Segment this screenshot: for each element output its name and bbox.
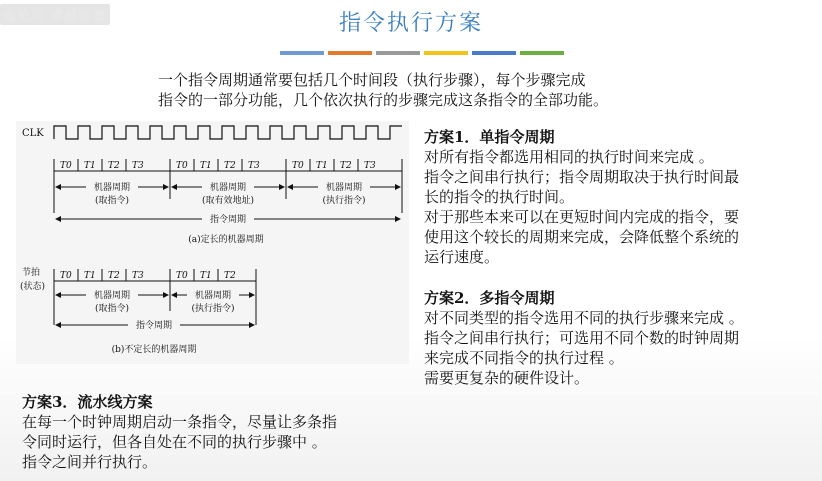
t-label: T1 — [200, 161, 212, 171]
t-label: T2 — [108, 271, 120, 281]
intro-line-1: 一个指令周期通常要包括几个时间段（执行步骤），每个步骤完成 — [158, 71, 586, 89]
title-bar-segment-1 — [280, 51, 324, 55]
intro-line-2: 指令的一部分功能，几个依次执行的步骤完成这条指令的全部功能。 — [158, 91, 609, 109]
scheme-1-heading: 方案1．单指令周期 — [424, 128, 555, 146]
scheme-3-line: 令同时运行，但各自处在不同的执行步骤中 。 — [22, 433, 327, 451]
t-label: T0 — [176, 161, 188, 171]
scheme-2-line: 对不同类型的指令选用不同的执行步骤来完成 。 — [424, 309, 744, 327]
scheme-3-heading: 方案3．流水线方案 — [22, 393, 153, 411]
machine-cycle-label: 机器周期 — [194, 291, 232, 301]
fixed-machine-cycles — [56, 181, 400, 245]
timing-diagram-svg — [16, 121, 409, 364]
variable-diagram — [20, 266, 256, 355]
scheme-1 — [424, 127, 739, 267]
watermark: 查论坛 卓越能量 — [0, 4, 110, 25]
machine-cycle-sub: (取有效地址) — [201, 196, 255, 206]
machine-cycle-label: 机器周期 — [93, 291, 131, 301]
scheme-2-line: 需要更复杂的硬件设计。 — [424, 369, 590, 387]
diagram-caption-b: (b)不定长的机器周期 — [111, 345, 197, 355]
scheme-1-line: 对于那些本来可以在更短时间内完成的指令，要 — [424, 208, 740, 226]
scheme-1-line: 长的指令的执行时间。 — [424, 188, 575, 206]
scheme-1-line: 对所有指令都选用相同的执行时间来完成 。 — [424, 148, 714, 166]
title-bar-segment-3 — [376, 51, 420, 55]
t-label: T2 — [340, 161, 352, 171]
timing-diagram — [16, 121, 409, 364]
scheme-1-line: 指令之间串行执行；指令周期取决于执行时间最 — [424, 168, 740, 186]
scheme-2 — [424, 288, 744, 388]
machine-cycle-sub: (执行指令) — [191, 304, 235, 314]
scheme-1-line: 使用这个较长的周期来完成，会降低整个系统的 — [424, 228, 740, 246]
t-label: T1 — [200, 271, 212, 281]
scheme-3-line: 在每一个时钟周期启动一条指令，尽量让多条指 — [22, 413, 338, 431]
scheme-2-line: 来完成不同指令的执行过程 。 — [424, 349, 624, 367]
scheme-2-heading: 方案2．多指令周期 — [424, 289, 555, 307]
page-title: 指令执行方案 — [338, 11, 483, 36]
title-bar-segment-5 — [472, 51, 516, 55]
t-label: T3 — [132, 271, 144, 281]
t-label: T2 — [224, 271, 236, 281]
t-label: T2 — [108, 161, 120, 171]
machine-cycle-label: 机器周期 — [93, 183, 131, 193]
diagram-caption-a: (a)定长的机器周期 — [188, 235, 264, 245]
t-label: T3 — [132, 161, 144, 171]
t-label: T1 — [84, 271, 96, 281]
clk-waveform — [54, 126, 402, 139]
machine-cycle-label: 机器周期 — [209, 183, 247, 193]
machine-cycle-sub: (取指令) — [94, 304, 130, 314]
t-label: T3 — [248, 161, 260, 171]
scheme-2-line: 指令之间串行执行；可选用不同个数的时钟周期 — [424, 329, 740, 347]
instruction-cycle-label: 指令周期 — [209, 215, 247, 225]
t-label: T1 — [316, 161, 328, 171]
scheme-3 — [22, 392, 337, 472]
t-label: T3 — [364, 161, 376, 171]
title-bar-segment-6 — [520, 51, 564, 55]
instruction-cycle-label: 指令周期 — [135, 321, 173, 331]
machine-cycle-sub: (取指令) — [94, 196, 130, 206]
t-label: T0 — [292, 161, 304, 171]
title-bar-segment-2 — [328, 51, 372, 55]
t-label: T0 — [60, 271, 72, 281]
clk-label: CLK — [22, 128, 44, 139]
t-label: T0 — [176, 271, 188, 281]
beat-label-sub: (状态) — [20, 282, 46, 292]
intro-text — [158, 70, 608, 110]
scheme-3-line: 指令之间并行执行。 — [22, 453, 158, 471]
machine-cycle-label: 机器周期 — [325, 183, 363, 193]
beat-label: 节拍 — [22, 268, 41, 278]
scheme-1-line: 运行速度。 — [424, 248, 500, 266]
t-label: T1 — [84, 161, 96, 171]
t-label: T2 — [224, 161, 236, 171]
title-bar-segment-4 — [424, 51, 468, 55]
machine-cycle-sub: (执行指令) — [322, 196, 366, 206]
t-label: T0 — [60, 161, 72, 171]
